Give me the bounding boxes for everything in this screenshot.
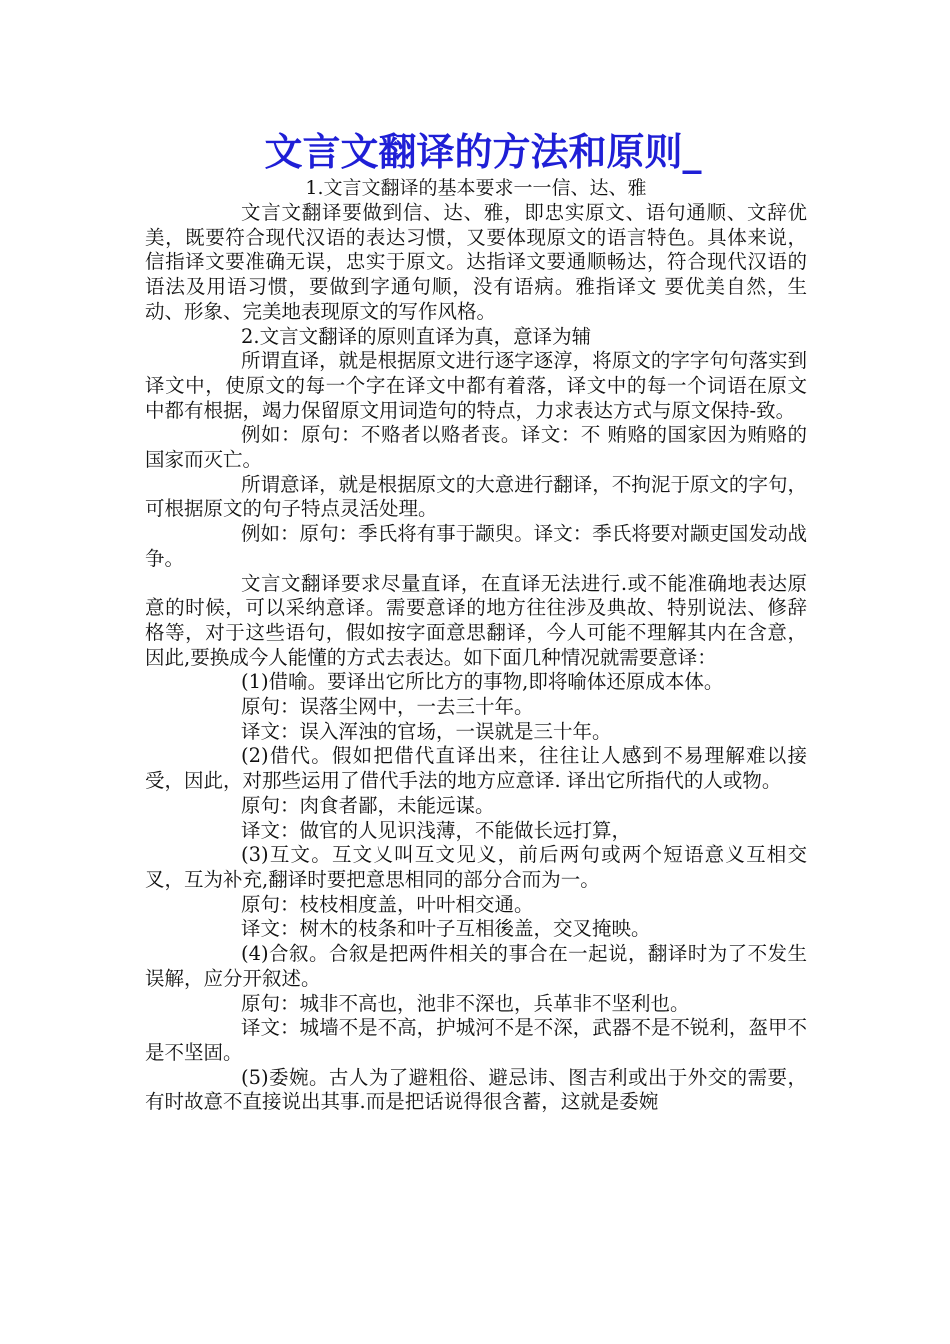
translation-sentence: 译文：城墙不是不高，护城河不是不深，武器不是不锐利，盔甲不是不坚固。 bbox=[145, 1016, 807, 1064]
translation-sentence: 译文：做官的人见识浅薄，不能做长远打算， bbox=[241, 818, 632, 842]
paragraph: 所谓意译，就是根据原文的大意进行翻译，不拘泥于原文的字句，可根据原文的句子特点灵活处理。 bbox=[145, 472, 807, 521]
original-sentence: 原句：城非不高也，池非不深也，兵革非不坚利也。 bbox=[241, 991, 690, 1015]
list-item-heading: (4)合叙。合叙是把两件相关的事合在一起说，翻译时为了不发生误解，应分开叙述。 bbox=[145, 942, 807, 990]
section-heading-1: 1.文言文翻译的基本要求一一信、达、雅 bbox=[305, 177, 647, 199]
list-item-heading: (5)委婉。古人为了避粗俗、避忌讳、图吉利或出于外交的需要，有时故意不直接说出其事.而是把话说得很含蓄，这就是委婉 bbox=[145, 1065, 807, 1114]
paragraph: 所谓直译，就是根据原文进行逐字逐淳，将原文的字字句句落实到译文中，使原文的每一个字在译文中都有着落，译文中的每一个词语在原文中都有根据，竭力保留原文用词造句的特点，力求表达方式与原文保持-致。 bbox=[145, 349, 807, 422]
list-item-heading: (3)互文。互文乂叫互文见义，前后两句或两个短语意义互相交叉，互为补充,翻译时要把意思相同的部分合而为一。 bbox=[145, 843, 807, 891]
translation-sentence: 译文：误入浑浊的官场，一误就是三十年。 bbox=[241, 719, 612, 743]
document-title: 文言文翻译的方法和原则_ bbox=[264, 130, 702, 174]
example-paragraph: 例如：原句：不赂者以赂者丧。译文：不 贿赂的国家因为贿赂的国家而灭亡。 bbox=[145, 423, 807, 472]
example-paragraph: 例如：原句：季氏将有事于颛臾。译文：季氏将要对颛吏国发动战争。 bbox=[145, 522, 807, 570]
original-sentence: 原句：误落尘网中，一去三十年。 bbox=[241, 695, 534, 719]
list-item-heading: (2)借代。假如把借代直译出来，往往让人感到不易理解难以接受，因此，对那些运用了借代手法的地方应意译. 译出它所指代的人或物。 bbox=[145, 744, 807, 793]
list-item-heading: (1)借喻。要译出它所比方的事物,即将喻体还原成本体。 bbox=[241, 670, 724, 694]
original-sentence: 原句：肉食者鄙，未能远谋。 bbox=[241, 793, 495, 817]
section-heading-2: 2.文言文翻译的原则直译为真，意译为辅 bbox=[241, 324, 592, 348]
paragraph: 文言文翻译要做到信、达、雅，即忠实原文、语句通顺、文辞优美，既要符合现代汉语的表达习惯，又要体现原文的语言特色。具体来说，信指译文要准确无误，忠实于原文。达指译文要通顺畅达，符合现代汉语的语法及用语习惯，要做到字通句顺，没有语病。雅指译文 要优美自然，生动、形象、完美地表现原文的写作风格。 bbox=[145, 201, 807, 323]
original-sentence: 原句：枝枝相度盖，叶叶相交通。 bbox=[241, 892, 534, 916]
translation-sentence: 译文：树木的枝条和叶子互相後盖，交叉掩映。 bbox=[241, 917, 651, 941]
paragraph: 文言文翻译要求尽量直译，在直译无法进行.或不能准确地表达原意的时候，可以采纳意译。需要意译的地方往往涉及典故、特别说法、修辞格等，对于这些语句，假如按字面意思翻译，今人可能不理解其内在含意，因此,要换成今人能懂的方式去表达。如下面几种情况就需要意译： bbox=[145, 571, 807, 669]
document-page bbox=[145, 128, 807, 1115]
